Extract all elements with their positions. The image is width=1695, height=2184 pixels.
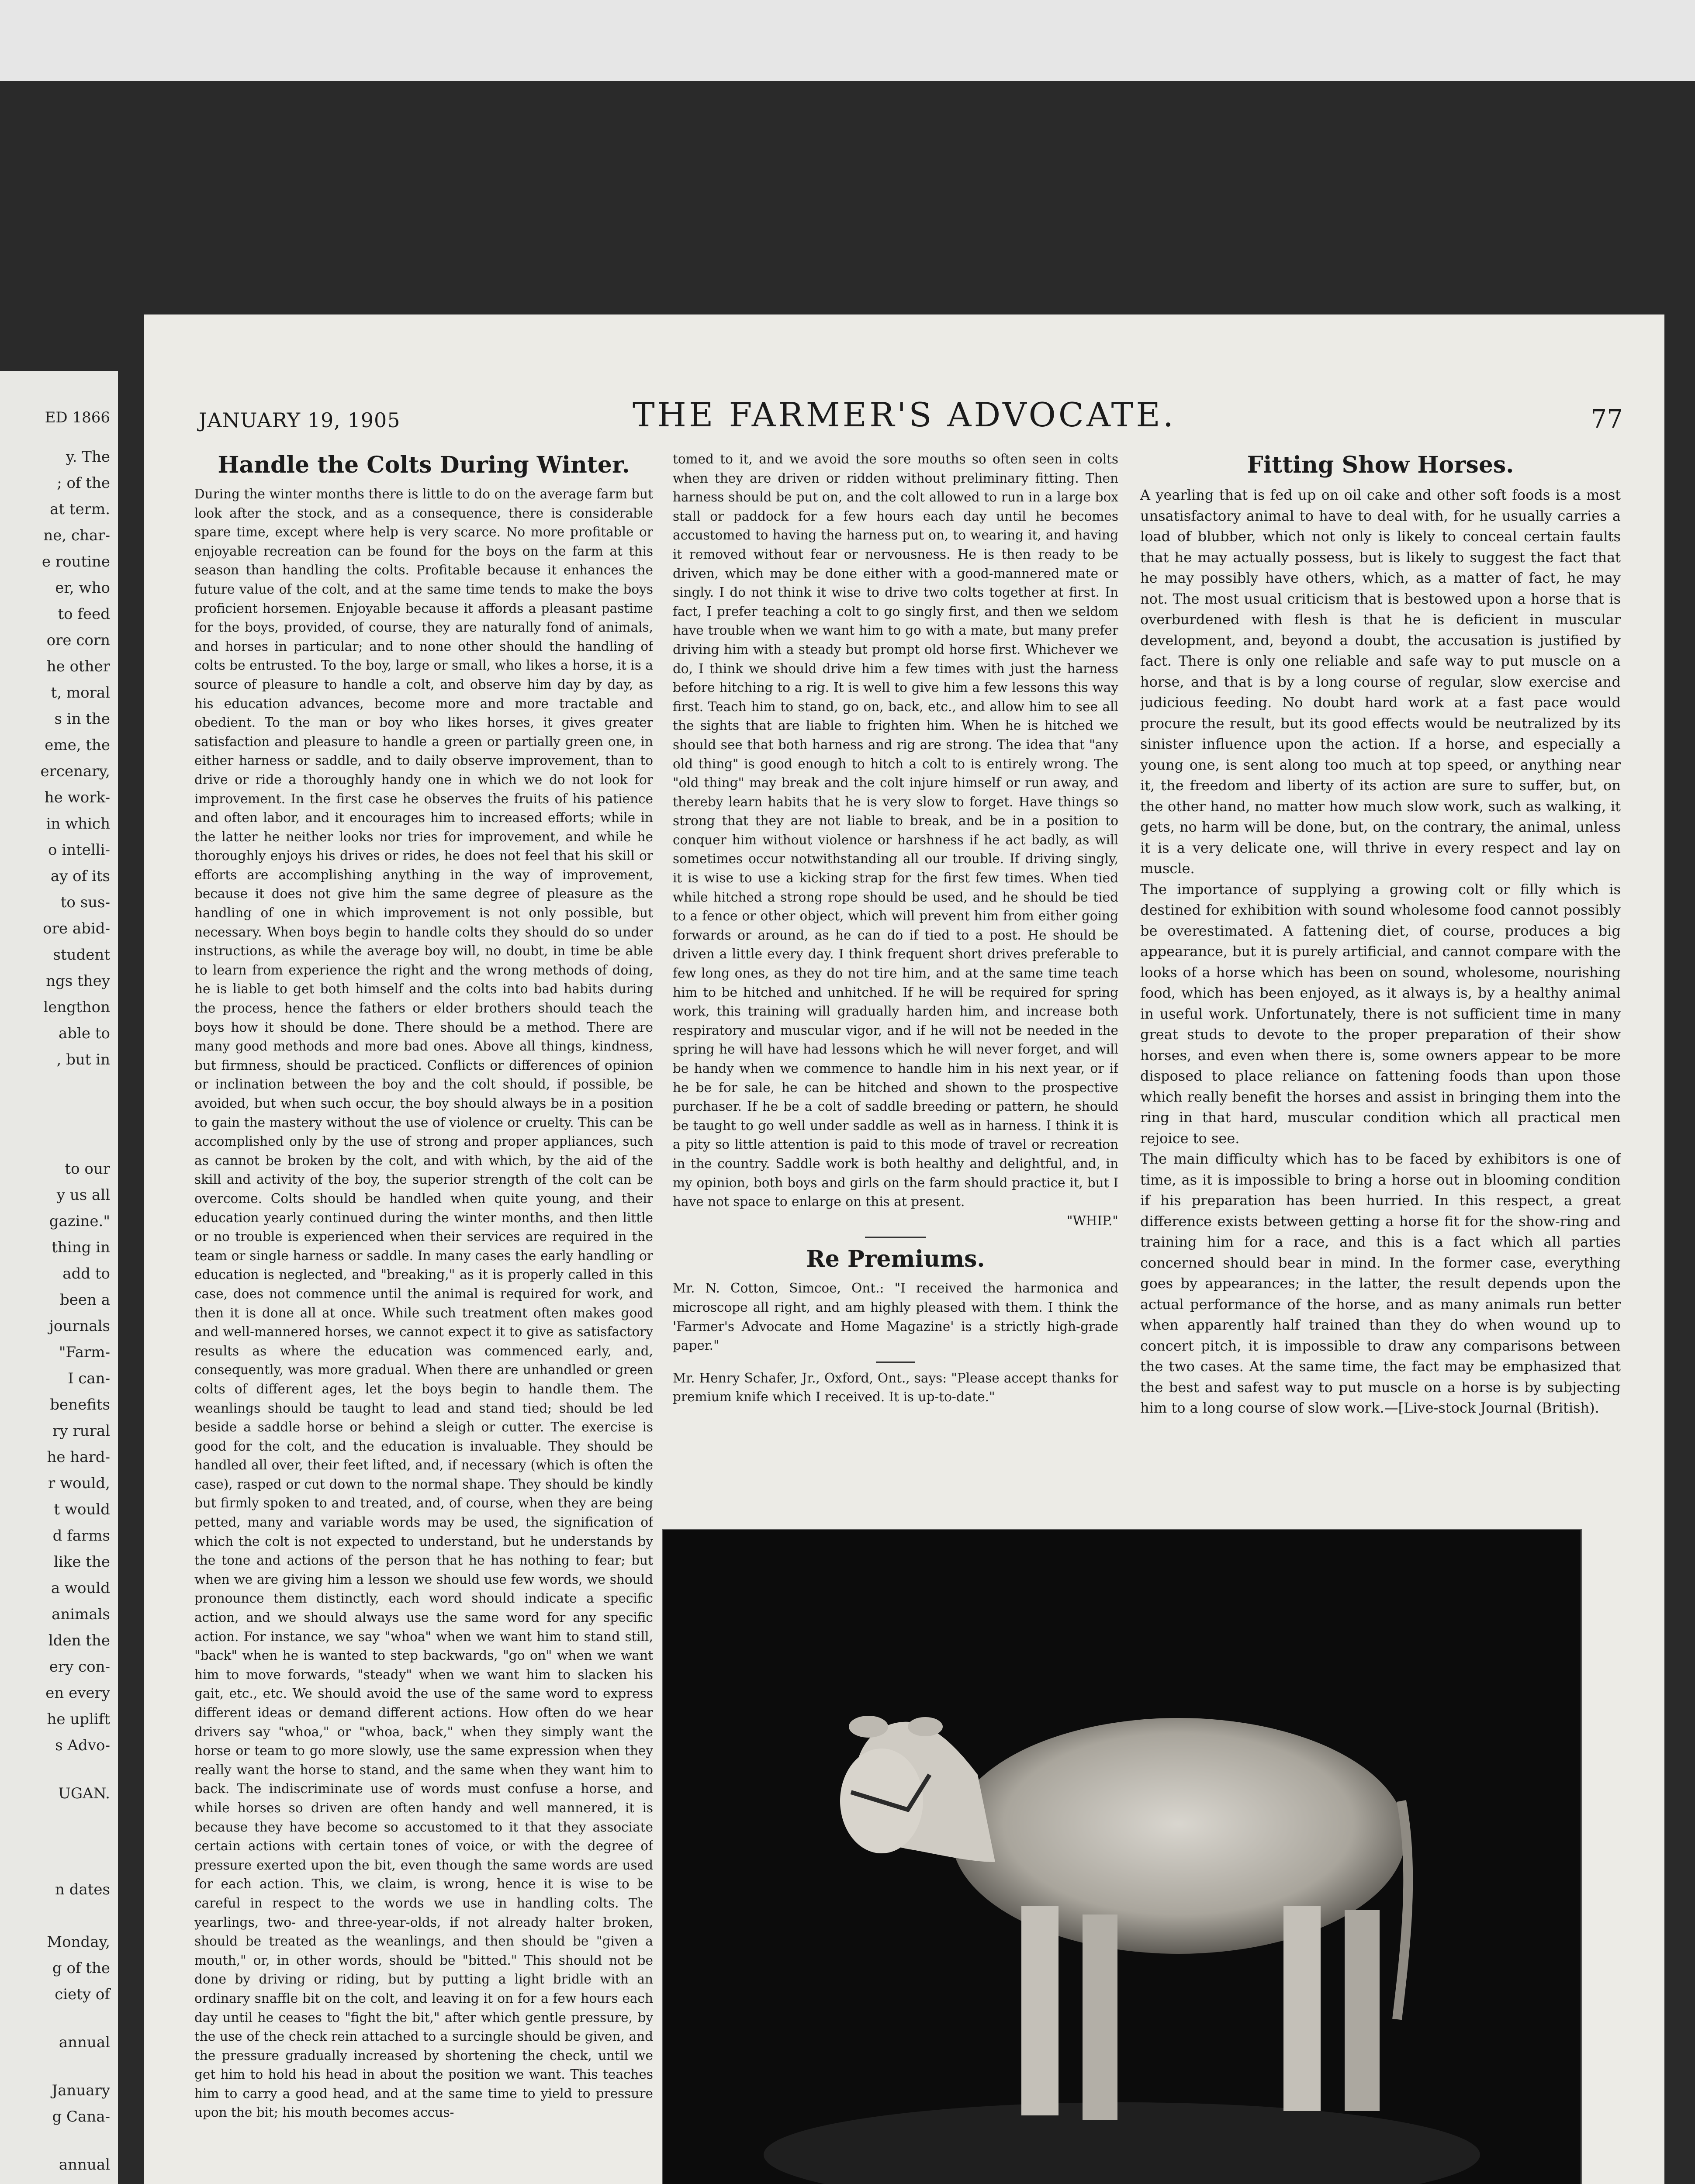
prev-page-line: he hard- (47, 1448, 110, 1466)
prev-page-line: ore abid- (43, 920, 110, 937)
prev-page-line: animals (52, 1606, 110, 1623)
article-signature: "WHIP." (1066, 1213, 1118, 1228)
prev-page-line: ED 1866 (45, 409, 110, 426)
prev-page-line: en every (45, 1684, 110, 1702)
prev-page-line: ; of the (57, 474, 110, 492)
prev-page-line: Monday, (47, 1933, 110, 1951)
photograph-steer (662, 1529, 1582, 2184)
prev-page-line: y us all (56, 1186, 110, 1204)
prev-page-line: g of the (52, 1959, 110, 1977)
prev-page-line: d farms (52, 1527, 110, 1545)
prev-page-line: e routine (42, 553, 110, 570)
prev-page-line: ngs they (46, 972, 110, 990)
prev-page-line: he uplift (47, 1711, 110, 1728)
article-body-colts-continued: tomed to it, and we avoid the sore mouths so often seen in colts when they are driven or ridden without preliminary fitting. Then harness should be put on, and the colt allowed to run in a large box stall or paddock for a few hours each day until he becomes accustomed to having the harness put on, to wearing it, and having it removed without fear or nervousness. He is then ready to be driven, which may be done either with a good-mannered mate or singly. I do not think it wise to drive two colts together at first. In fact, I prefer teaching a colt to go singly first, and then we seldom have trouble when we want him to go with a mate, but many prefer driving him with a steady but prompt old horse first. Whichever we do, I think we should drive him a few times with just the harness before hitching to a rig. It is well to give him a few lessons this way first. Teach him to stand, go on, back, etc., and allow him to see all the sights that are liable to frighten him. When he is hitched we should see that both harness and rig are strong. The idea that "any old thing" is good enough to hitch a colt to is entirely wrong. The "old thing" may break and the colt injure himself or run away, and thereby learn habits that he is very slow to forget. Have things so strong that they are not liable to break, and be in a position to conquer him without violence or harshness if he act badly, as will sometimes occur notwithstanding all our trouble. If driving singly, it is wise to use a kicking strap for the first few times. When tied while hitched a strong rope should be used, and he should be tied to a fence or other object, which will prevent him from either going forwards or around, as he can do if tied to a post. He should be driven a little every day. I think frequent short drives preferable to few long ones, as they do not tire him, and at the same time teach him to be hitched and unhitched. If he will be required for spring work, this training will gradually harden him, and increase both respiratory and muscular vigor, and if he will not be needed in the spring he will have had lessons which he will never forget, and will be handy when we commence to handle him in his next year, or if he be for sale, he can be hitched and shown to the prospective purchaser. If he be a colt of saddle breeding or pattern, he should be taught to go well under saddle as well as in harness. I think it is a pity so little attention is paid to this mode of travel or recreation in the country. Saddle work is both healthy and delightful, and, in my opinion, both boys and girls on the farm should practice it, but I have not space to enlarge on this at present. (673, 452, 1118, 1209)
article-heading-premiums: Re Premiums. (806, 1246, 985, 1273)
prev-page-line: ciety of (55, 1986, 110, 2003)
prev-page-line: he work- (44, 789, 110, 806)
prev-page-line: a would (51, 1579, 110, 1597)
prev-page-line: gazine." (49, 1213, 110, 1230)
column-3 (1140, 450, 1621, 1717)
prev-page-line: to our (65, 1160, 110, 1178)
prev-page-line: January (52, 2082, 110, 2099)
column-2 (673, 450, 1118, 1664)
article-body-colts: During the winter months there is little to do on the average farm but look after the stock, and as a consequence, there is considerable spare time, except where help is very scarce. No more profitable or enjoyable recreation can be found for the boys on the farm at this season than handling the colts. Profitable because it enhances the future value of the colt, and at the same time tends to make the boys proficient horsemen. Enjoyable because it affords a pleasant pastime for the boys, provided, of course, they are naturally fond of animals, and horses in particular; and to none other should the handling of colts be entrusted. To the boy, large or small, who likes a horse, it is a source of pleasure to handle a colt, and observe him day by day, as his education advances, become more and more tractable and obedient. To the man or boy who likes horses, it gives greater satisfaction and pleasure to handle a green or partially green one, in either harness or saddle, and to daily observe improvement, than to drive or ride a thoroughly handy one in which we do not look for improvement. In the first case he observes the fruits of his patience and often labor, and it encourages him to increased efforts; while in the latter he neither looks nor tries for improvement, and while he thoroughly enjoys his drives or rides, he does not feel that his skill or efforts are accomplishing anything in the way of improvement, because it does not give him the same degree of pleasure as the handling of one in which improvement is not only possible, but necessary. When boys begin to handle colts they should do so under instructions, as while the average boy will, no doubt, in time be able to learn from experience the right and the wrong methods of doing, he is liable to get both himself and the colts into bad habits during the process, hence the fathers or elder brothers should teach the boys how it should be done. There should be a method. There are many good methods and more bad ones. Above all things, kindness, but firmness, should be practiced. Conflicts or differences of opinion or inclination between the boy and the colt should, if possible, be avoided, but when such occur, the boy should always be in a position to gain the mastery without the use of violence or cruelty. This can be accomplished only by the use of strong and proper appliances, such as cannot be broken by the colt, and with which, by the aid of the skill and activity of the boy, the superior strength of the colt can be overcome. Colts should be handled when quite young, and their education yearly continued during the winter months, and then little or no trouble is experienced when their services are required in the team or single harness or saddle. In many cases the early handling or education is neglected, and "breaking," as it is properly called in this case, does not commence until the animal is required for work, and then it is done all at once. While such treatment often makes good and well-mannered horses, we cannot expect it to give as satisfactory results as where the education was commenced early, and, consequently, was more gradual. When there are unhandled or green colts of different ages, let the boys begin to handle them. The weanlings should be taught to lead and stand tied; should be led beside a saddle horse or behind a sleigh or cutter. The exercise is good for the colt, and the education is invaluable. They should be handled all over, their feet lifted, and, if necessary (which is often the case), rasped or cut down to the normal shape. They should be kindly but firmly spoken to and treated, and, of course, when they are being petted, many and variable words may be used, the signification of which the colt is not expected to understand, but he understands by the tone and actions of the person that he has nothing to fear; but when we are giving him a lesson we should use few words, we should pronounce them distinctly, each word should indicate a specific action, and we should always use the same word for any specific action. For instance, we say "whoa" when we want him to stand still, "back" when he is wanted to step backwards, "go on" when we want him to move forwards, "steady" when we want him to slacken his gait, etc., etc. We should avoid the use of the same word to express different ideas or demand different actions. How often do we hear drivers say "whoa," or "whoa, back," when they simply want the horse or team to go more slowly, use the same expression when they really want the horse to stand, and the same when they want him to back. The indiscriminate use of words must confuse a horse, and while horses so driven are often handy and well mannered, it is because they have become so accustomed to it that they associate certain actions with certain tones of voice, or with the degree of pressure exerted upon the bit, even though the same words are used for each action. This, we claim, is wrong, hence it is wise to be careful in respect to the words we use in handling colts. The yearlings, two- and three-year-olds, if not already halter broken, should be treated as the weanlings, and then should be "given a mouth," or, in other words, should be "bitted." This should not be done by driving or riding, but by putting a light bridle with an ordinary snaffle bit on the colt, and leaving it on for a few hours each day until he ceases to "fight the bit," after which gentle pressure, by the use of the check rein attached to a surcingle should be given, and the pressure gradually increased by shortening the check, until we get him to hold his head in about the position we want. This teaches him to carry a good head, and at the same time to yield to pressure upon the bit; his mouth becomes accus- (194, 487, 653, 2120)
article-divider (865, 1237, 926, 1238)
prev-page-line: t, moral (51, 684, 110, 702)
letter-divider (876, 1362, 915, 1363)
prev-page-line: been a (60, 1291, 110, 1309)
prev-page-line: at term. (50, 501, 110, 518)
prev-page-line: in which (46, 815, 110, 833)
steer-illustration (663, 1530, 1581, 2184)
prev-page-line: s in the (54, 710, 110, 728)
article-body-show-horses: A yearling that is fed up on oil cake and other soft foods is a most unsatisfactory animal to have to deal with, for he usually carries a load of blubber, which not only is likely to conceal certain faults that he may actually possess, but is likely to suggest the fact that he may possibly have others, which, as a matter of fact, he may not. The most usual criticism that is bestowed upon a horse that is overburdened with flesh is that he is deficient in muscular development, and, beyond a doubt, the accusation is justified by fact. There is only one reliable and safe way to put muscle on a horse, and that is by a long course of regular, slow exercise and judicious feeding. No doubt hard work at a fast pace would procure the result, but its good effects would be neutralized by its sinister influence upon the action. If a horse, and especially a young one, is sent along too much at top speed, or anything near it, the freedom and liberty of its action are sure to suffer, but, on the other hand, no matter how much slow work, such as walking, it gets, no harm will be done, but, on the contrary, the animal, unless it is a very delicate one, will thrive in every respect and lay on muscle. The importance of supplying a growing colt or filly which is destined for exhibition with sound wholesome food cannot possibly be overestimated. A fattening diet, of course, produces a big appearance, but it is purely artificial, and cannot compare with the looks of a horse which has been on sound, wholesome, nourishing food, which has been enjoyed, as it always is, by a healthy animal in useful work. Unfortunately, there is not sufficient time in many great studs to devote to the proper preparation of their show horses, and even when there is, some owners appear to be more disposed to place reliance on fattening foods than upon those which really benefit the horses and assist in bringing them into the ring in that hard, muscular condition which all practical men rejoice to see. The main difficulty which has to be faced by exhibitors is one of time, as it is impossible to bring a horse out in blooming condition if his preparation has been hurried. In this respect, a great difference exists between getting a horse fit for the show-ring and training him for a race, and this is a fact which all parties concerned should bear in mind. In the former case, everything goes by appearances; in the latter, the result depends upon the actual performance of the horse, and as many animals run better when apparently half trained than they do when wound up to concert pitch, it is impossible to draw any comparisons between the two cases. At the same time, the fact may be emphasized that the best and safest way to put muscle on a horse is by subjecting him to a long course of slow work.—[Live-stock Journal (British). (1140, 487, 1621, 1416)
article-heading-show-horses: Fitting Show Horses. (1247, 452, 1514, 478)
column-1 (194, 450, 653, 2184)
prev-page-line: annual (59, 2156, 110, 2174)
prev-page-line: add to (62, 1265, 110, 1282)
prev-page-line: n dates (55, 1881, 110, 1898)
newspaper-page (144, 314, 1664, 2184)
prev-page-line: y. The (66, 448, 110, 466)
prev-page-line: r would, (48, 1475, 110, 1492)
prev-page-line: annual (59, 2034, 110, 2051)
prev-page-line: student (53, 946, 110, 964)
prev-page-line: ne, char- (43, 527, 110, 544)
prev-page-line: lengthon (43, 999, 110, 1016)
prev-page-line: he other (46, 658, 110, 675)
prev-page-line: er, who (55, 579, 110, 597)
prev-page-line: UGAN. (58, 1785, 110, 1802)
masthead (144, 393, 1664, 446)
prev-page-line: lden the (48, 1632, 110, 1649)
prev-page-line: t would (54, 1501, 110, 1518)
prev-page-line: able to (59, 1025, 110, 1042)
prev-page-line: "Farm- (59, 1344, 110, 1361)
prev-page-line: eme, the (45, 736, 110, 754)
prev-page-line: journals (49, 1317, 110, 1335)
prev-page-line: ry rural (52, 1422, 110, 1440)
premium-letter-2: Mr. Henry Schafer, Jr., Oxford, Ont., says: "Please accept thanks for premium knife which I received. It is up-to-date." (673, 1370, 1118, 1405)
prev-page-line: to feed (58, 605, 110, 623)
prev-page-line: ay of its (50, 867, 110, 885)
film-edge-top (0, 0, 1695, 81)
prev-page-line: ercenary, (40, 763, 110, 780)
publication-title: THE FARMER'S ADVOCATE. (632, 395, 1176, 434)
prev-page-line: o intelli- (48, 841, 110, 859)
issue-date: JANUARY 19, 1905 (199, 408, 401, 432)
prev-page-line: like the (54, 1553, 110, 1571)
previous-page-fragment (0, 371, 118, 2184)
prev-page-line: to sus- (60, 894, 110, 911)
prev-page-line: g Cana- (52, 2108, 110, 2125)
prev-page-line: , but in (56, 1051, 110, 1068)
article-heading-colts: Handle the Colts During Winter. (218, 452, 630, 478)
prev-page-line: I can- (68, 1370, 110, 1387)
premium-letter-1: Mr. N. Cotton, Simcoe, Ont.: "I received the harmonica and microscope all right, and am highly pleased with them. I think the 'Farmer's Advocate and Home Magazine' is a strictly high-grade paper." (673, 1281, 1118, 1353)
prev-page-line: ery con- (49, 1658, 110, 1676)
prev-page-line: s Advo- (55, 1737, 110, 1754)
prev-page-line: benefits (50, 1396, 110, 1413)
prev-page-line: ore corn (46, 632, 110, 649)
prev-page-line: thing in (52, 1239, 110, 1256)
page-number: 77 (1591, 404, 1623, 434)
